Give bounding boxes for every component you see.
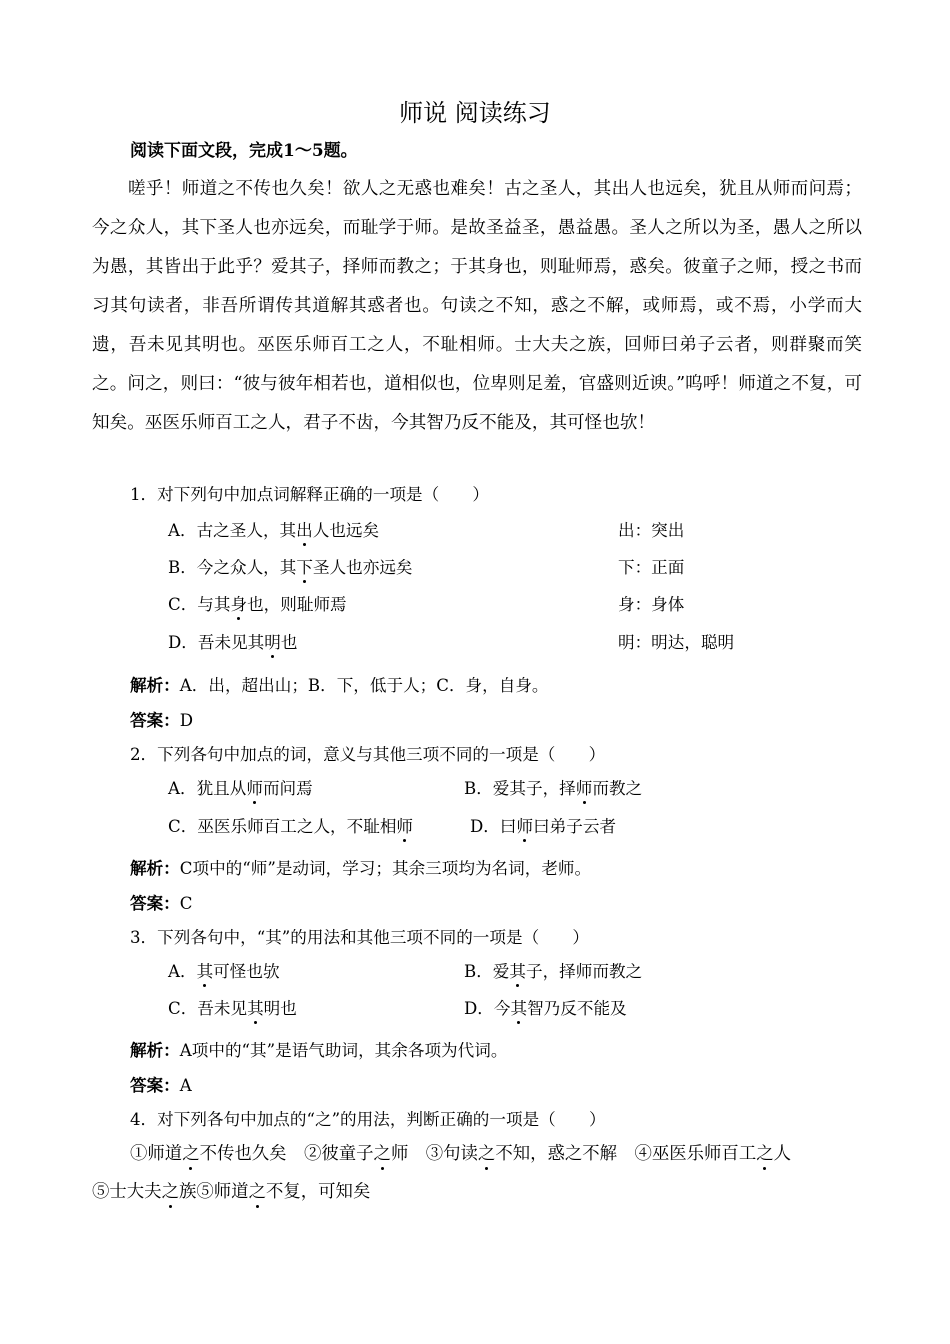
q4-items-line2 xyxy=(92,1179,370,1205)
q3-option-b: B．爱其子，择师而教之 xyxy=(464,962,643,981)
q2-option-b: B．爱其子，择师而教之 xyxy=(464,779,643,798)
dotted-char: 之 xyxy=(373,1144,391,1164)
q3-answer: 答案：A xyxy=(130,1075,192,1095)
q4-item-6: ⑤师道之不复，可知矣 xyxy=(196,1182,371,1202)
q1-option-c: C．与其身也，则耻师焉 xyxy=(168,595,347,614)
dotted-char: 其 xyxy=(510,999,528,1018)
q1-answer: 答案：D xyxy=(130,710,194,730)
q4-item-4: ④巫医乐师百工之人 xyxy=(634,1144,792,1164)
q1-gloss-b: 下：正面 xyxy=(618,558,685,577)
q3-analysis: 解析：A项中的“其”是语气助词，其余各项为代词。 xyxy=(130,1040,508,1060)
q1-option-b: B．今之众人，其下圣人也亦远矣 xyxy=(168,558,413,577)
dotted-char: 其 xyxy=(509,962,526,981)
q3-option-a: A．其可怪也欤 xyxy=(168,962,280,981)
q3-option-c: C．吾未见其明也 xyxy=(168,999,297,1018)
q4-item-1: ①师道之不传也久矣 xyxy=(130,1144,304,1164)
q3-option-d: D．今其智乃反不能及 xyxy=(464,999,627,1018)
q2-stem: 2．下列各句中加点的词，意义与其他三项不同的一项是（ ） xyxy=(130,745,606,764)
dotted-char: 明 xyxy=(264,633,281,652)
q3-stem: 3．下列各句中，“其”的用法和其他三项不同的一项是（ ） xyxy=(130,928,589,947)
q2-option-d: D．曰师曰弟子云者 xyxy=(470,817,617,836)
dotted-char: 师 xyxy=(246,779,263,798)
dotted-char: 之 xyxy=(161,1182,179,1202)
q4-stem: 4．对下列各句中加点的“之”的用法，判断正确的一项是（ ） xyxy=(130,1110,606,1129)
q4-items-line1 xyxy=(130,1141,791,1167)
q1-option-d: D．吾未见其明也 xyxy=(168,633,298,652)
dotted-char: 身 xyxy=(230,595,248,614)
dotted-char: 之 xyxy=(248,1182,266,1202)
q1-stem: 1．对下列句中加点词解释正确的一项是（ ） xyxy=(130,485,490,504)
dotted-char: 其 xyxy=(247,999,264,1018)
q2-option-a: A．犹且从师而问焉 xyxy=(168,779,313,798)
q4-item-2: ②彼童子之师 xyxy=(303,1144,426,1164)
dotted-char: 之 xyxy=(477,1144,496,1164)
q1-option-a: A．古之圣人，其出人也远矣 xyxy=(168,521,380,540)
q4-item-3: ③句读之不知，惑之不解 xyxy=(425,1144,635,1164)
q1-analysis: 解析：A．出，超出山；B．下，低于人；C．身，自身。 xyxy=(130,675,549,695)
page-title: 师说 阅读练习 xyxy=(399,99,551,127)
q2-answer: 答案：C xyxy=(130,893,193,913)
q2-option-c: C．巫医乐师百工之人，不耻相师 xyxy=(168,817,414,836)
q4-item-5: ⑤士大夫之族 xyxy=(92,1182,197,1202)
dotted-char: 其 xyxy=(196,962,214,981)
dotted-char: 师 xyxy=(396,817,414,836)
dotted-char: 之 xyxy=(756,1144,774,1164)
q1-gloss-d: 明：明达，聪明 xyxy=(618,633,735,652)
instruction: 阅读下面文段，完成1～5题。 xyxy=(130,141,358,161)
passage-text: 嗟乎！师道之不传也久矣！欲人之无惑也难矣！古之圣人，其出人也远矣，犹且从师而问焉；今之众人，其下圣人也亦远矣，而耻学于师。是故圣益圣，愚益愚。圣人之所以为圣，愚人之所以为愚，其皆出于此乎？爱其子，择师而教之；于其身也，则耻师焉，惑矣。彼童子之师，授之书而习其句读者，非吾所谓传其道解其惑者也。句读之不知，惑之不解，或师焉，或不焉，小学而大遗，吾未见其明也。巫医乐师百工之人，不耻相师。士大夫之族，回师曰弟子云者，则群聚而笑之。问之，则曰：“彼与彼年相若也，道相似也，位卑则足羞，官盛则近谀。”呜呼！师道之不复，可知矣。巫医乐师百工之人，君子不齿，今其智乃反不能及，其可怪也欤！ xyxy=(92,179,862,433)
q1-gloss-c: 身：身体 xyxy=(618,595,685,614)
q2-analysis: 解析：C项中的“师”是动词，学习；其余三项均为名词，老师。 xyxy=(130,858,592,878)
dotted-char: 出 xyxy=(296,521,313,540)
dotted-char: 师 xyxy=(516,817,534,836)
dotted-char: 下 xyxy=(296,558,313,577)
dotted-char: 师 xyxy=(575,779,593,798)
q1-gloss-a: 出：突出 xyxy=(618,521,685,540)
dotted-char: 之 xyxy=(182,1144,200,1164)
